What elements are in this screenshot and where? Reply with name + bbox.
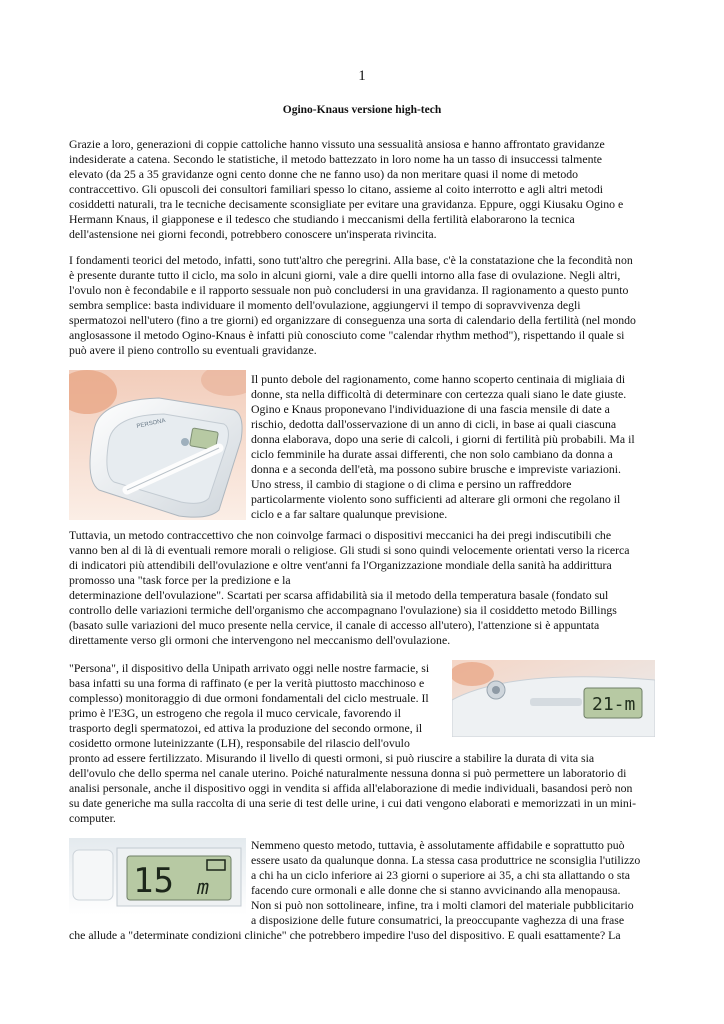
persona-device-photo <box>69 370 246 520</box>
text-line: facendo cure ormonali e alle donne che si stanno avvicinando alla menopausa. <box>251 883 621 897</box>
text-line: a disposizione delle future consumatrici, la preoccupante vaghezza di una frase <box>251 913 625 927</box>
lcd-number-reading: 15 <box>133 861 174 901</box>
paragraph-6 <box>251 838 640 928</box>
text-line: donna elaborava, dopo una serie di calcoli, i giorni di fertilità più probabili. Ma il <box>251 432 635 446</box>
text-line: Uno stress, il cambio di stagione o di clima e persino un raffreddore <box>251 477 572 491</box>
text-line: Ogino e Knaus proponevano l'individuazione di una fascia mensile di date a <box>251 402 610 416</box>
device-display-photo <box>452 660 655 737</box>
text-line: Nemmeno questo metodo, tuttavia, è assolutamente affidabile e soprattutto può <box>251 838 625 852</box>
lcd-display-photo <box>69 838 246 915</box>
text-line: Grazie a loro, generazioni di coppie cattoliche hanno vissuto una sessualità ansiosa e hanno affrontato gravidanze <box>69 137 605 151</box>
text-line: rischio, dedotta dall'osservazione di un anno di cicli, in base ai quali ciascuna <box>251 417 617 431</box>
text-line: determinazione dell'ovulazione". Scartati per scarsa affidabilità sia il metodo della temperatura basale (fondato sul <box>69 588 609 602</box>
text-line: dell'ovulo che dello sperma nel canale uterino. Poiché naturalmente nessuna donna si può permettere un laboratorio di <box>69 766 627 780</box>
text-line: primo è l'E3G, un estrogeno che regola il muco cervicale, favorendo il <box>69 706 401 720</box>
text-line: che allude a "determinate condizioni cliniche" che potrebbero impedire l'uso del dispositivo. E quali esattamente? La <box>69 928 621 942</box>
text-line: donna e a seconda dell'età, ma possono subire brusche e impreviste variazioni. <box>251 462 622 476</box>
text-line: di indicatori più attendibili dell'ovulazione e oltre vent'anni fa l'Organizzazione mondiale della sanità ha addirittura <box>69 558 612 572</box>
text-line: I fondamenti teorici del metodo, infatti, sono tutt'altro che peregrini. Alla base, c'è la constatazione che la fecondità non <box>69 253 633 267</box>
text-line: cosiddetti naturali, tra le tecniche decisamente sconsigliate per evitare una gravidanza. Eppure, oggi Kiusaku Ogino e <box>69 197 624 211</box>
text-line: indesiderate a catena. Secondo le statistiche, il metodo battezzato in loro nome ha un tasso di insuccessi talmente <box>69 152 602 166</box>
device-brand-label: PERSONA <box>136 417 167 430</box>
text-line: vanno ben al di là di eventuali remore morali o religiose. Gli studi si sono quindi velocemente orientati verso la ricerca <box>69 543 630 557</box>
text-line: promosso una "task force per la predizione e la <box>69 573 291 587</box>
text-line: computer. <box>69 811 116 825</box>
text-line: complesso) monitoraggio di due ormoni fondamentali del ciclo mestruale. Il <box>69 691 429 705</box>
text-line: elevato (da 25 a 35 gravidanze ogni cento donne che ne fanno uso) da non meritare quasi il nome di metodo <box>69 167 579 181</box>
text-line: a chi ha un ciclo inferiore ai 23 giorni o superiore ai 35, a chi sta allattando o sta <box>251 868 631 882</box>
text-line: l'ovulo non è fecondabile e il rapporto sessuale non può concludersi in una gravidanza. Il ragionamento a questo punto <box>69 283 629 297</box>
text-line: basa infatti su una forma di raffinato (e per la verità piuttosto macchinoso e <box>69 676 425 690</box>
text-line: contraccettivo. Gli opuscoli dei consultori familiari spesso lo citano, assieme al coito interrotto e agli altri metodi <box>69 182 603 196</box>
text-line: su date generiche ma sulla raccolta di una serie di test delle urine, i cui dati vengono elaborati e memorizzati in un mini- <box>69 796 637 810</box>
text-line: Tuttavia, un metodo contraccettivo che non coinvolge farmaci o dispositivi meccanici ha dei pregi indiscutibili che <box>69 528 612 542</box>
text-line: donne, sta nella difficoltà di determinare con certezza quali siano le date giuste. <box>251 387 627 401</box>
text-line: essere usato da qualunque donna. La stessa casa produttrice ne sconsiglia l'utilizzo <box>251 853 641 867</box>
paragraph-5 <box>69 661 429 751</box>
paragraph-4 <box>69 528 656 648</box>
display-top-reading: 21-m <box>592 694 636 715</box>
paragraph-3 <box>251 372 635 522</box>
text-line: controllo delle variazioni termiche dell'organismo che accompagnano l'ovulazione) sia il cosiddetto metodo Billings <box>69 603 617 617</box>
text-line: Il punto debole del ragionamento, come hanno scoperto centinaia di migliaia di <box>251 372 626 386</box>
paragraph-2 <box>69 253 656 358</box>
paragraph-6-continued <box>69 928 656 943</box>
text-line: Hermann Knaus, il giapponese e il tedesco che studiando i meccanismi della fertilità elaborarono la tecnica <box>69 212 575 226</box>
text-line: spermatozoi nell'utero (fino a tre giorni) ed organizzare di conseguenza una sorta di calendario della fertilità (nel mondo <box>69 313 636 327</box>
page-number: 1 <box>358 68 366 84</box>
text-line: (basato sulle variazioni del muco presente nella cervice, il canale di accesso all'utero), l'attenzione si è appuntata <box>69 618 600 632</box>
article-title: Ogino-Knaus versione high-tech <box>282 104 442 116</box>
text-line: "Persona", il dispositivo della Unipath arrivato oggi nelle nostre farmacie, si <box>69 661 430 675</box>
paragraph-1 <box>69 137 656 242</box>
text-line: analisi personale, anche il dispositivo oggi in vendita si affida all'elaborazione di medie individuali, basandosi però non <box>69 781 633 795</box>
text-line: sembra semplice: basta individuare il momento dell'ovulazione, aggiungervi il tempo di sopravvivenza degli <box>69 298 581 312</box>
text-line: particolarmente violento sono sufficienti ad alterare gli ormoni che regolano il <box>251 492 621 506</box>
text-line: può avere il pieno controllo su eventuali gravidanze. <box>69 343 317 357</box>
text-line: direttamente verso gli ormoni che intervengono nel meccanismo dell'ovulazione. <box>69 633 451 647</box>
text-line: dell'astensione nei giorni fecondi, potrebbero conoscere un'insperata rivincita. <box>69 227 437 241</box>
text-line: ciclo femminile ha durate assai differenti, che non solo cambiano da donna a <box>251 447 613 461</box>
text-line: cosidetto ormone luteinizzante (LH), responsabile del rilascio dell'ovulo <box>69 736 410 750</box>
paragraph-5-continued <box>69 751 656 826</box>
text-line: ciclo e a far saltare qualunque previsione. <box>251 507 448 521</box>
text-line: trasporto degli spermatozoi, ed attiva la produzione del secondo ormone, il <box>69 721 423 735</box>
device-case-illustration <box>69 370 246 520</box>
lcd-unit-reading: m <box>197 875 210 899</box>
text-line: anglosassone il metodo Ogino-Knaus è infatti più conosciuto come "calendar rhythm method"), rispettando il quale si <box>69 328 625 342</box>
text-line: Non si può non sottolineare, infine, tra i molti clamori del materiale pubblicitario <box>251 898 634 912</box>
text-line: pronto ad essere fertilizzato. Misurando il livello di questi ormoni, si può riuscire a stabilire la durata di vita sia <box>69 751 595 765</box>
text-line: è presente durante tutto il ciclo, ma solo in alcuni giorni, vale a dire quelli intorno alla fase di ovulazione. Negli altri, <box>69 268 621 282</box>
display-closeup-illustration <box>452 660 655 737</box>
lcd-illustration <box>69 838 246 915</box>
